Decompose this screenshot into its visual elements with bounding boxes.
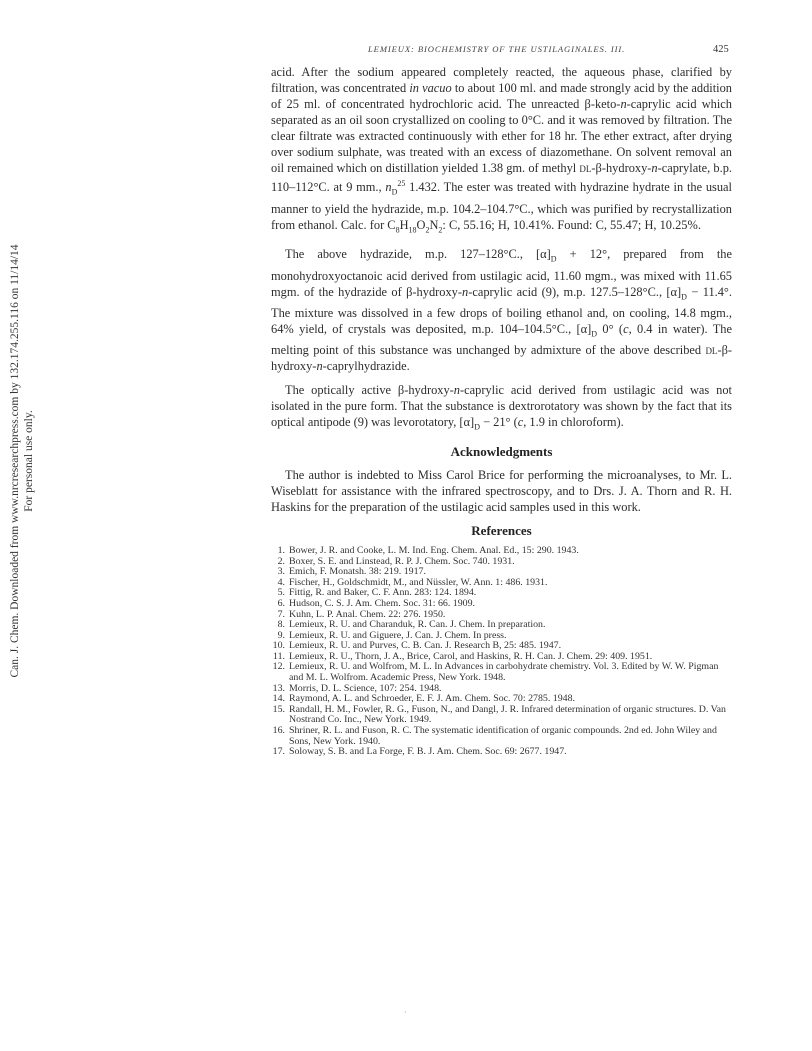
reference-item: 13. Morris, D. L. Science, 107: 254. 1948. [272,682,442,694]
page-mark: · [404,1008,407,1017]
references-heading: References [471,522,532,538]
reference-item: 8. Lemieux, R. U. and Charanduk, R. Can. J. Chem. In preparation. [277,619,546,631]
paragraph-1: acid. After the sodium appeared completely reacted, the aqueous phase, clarified by filtration, was concentrated in vacuo to about 100 ml. and made strongly acid by the addition of 25 ml. of concentrated hydrochloric acid. The unreacted β-keto-n-caprylic acid which separated as an oil soon crystallized on cooling to 0°C. and it was removed by filtration. The clear filtrate was extracted continuously with ether for 18 hr. The ether extract, after drying over sodium sulphate, was treated with an excess of diazomethane. On solvent removal an oil remained which on distillation yielded 1.38 gm. of methyl dl-β-hydroxy-n-caprylate, b.p. 110–112°C. at 9 mm., $n_D^{25}$ 1.432. The ester was treated with hydrazine hydrate in the usual manner to yield the hydrazide, m.p. 104.2–104.7°C., which was purified by recrystallization from ethanol. Calc. for $C_8H_{18}O_2N_2$: C, 55.16; H, 10.41%. Found: C, 55.47; H, 10.25%. [271,65,733,235]
reference-item: 11. Lemieux, R. U., Thorn, J. A., Brice, Carol, and Haskins, R. H. Can. J. Chem. 29: 409. 1951. [273,650,653,662]
reference-item: 6. Hudson, C. S. J. Am. Chem. Soc. 31: 66. 1909. [277,597,475,609]
reference-item: 17. Soloway, S. B. and La Forge, F. B. J. Am. Chem. Soc. 69: 2677. 1947. [272,746,567,758]
reference-item: 5. Fittig, R. and Baker, C. F. Ann. 283: 124. 1894. [277,587,477,599]
reference-item: 10. Lemieux, R. U. and Purves, C. B. Can. J. Research B, 25: 485. 1947. [272,640,562,652]
reference-item: 14. Raymond, A. L. and Schroeder, E. F. J. Am. Chem. Soc. 70: 2785. 1948. [272,693,575,705]
reference-item: 4. Fischer, H., Goldschmidt, M., and Nüssler, W. Ann. 1: 486. 1931. [277,576,548,588]
page-number: 425 [713,44,729,55]
acknowledgments-heading: Acknowledgments [450,443,553,459]
reference-item: 15. Randall, H. M., Fowler, R. G., Fuson, N., and Dangl, J. R. Infrared determination of organic structures. D. Van Nostrand Co. Inc., New York. 1949. [272,703,726,726]
acknowledgments-text: The author is indebted to Miss Carol Brice for performing the microanalyses, to Mr. L. Wiseblatt for assistance with the infrared spectroscopy, and to Drs. J. A. Thorn and R. H. Haskins for the preparation of the ustilagic acid samples used in this work. [271,467,732,514]
running-head: LEMIEUX: BIOCHEMISTRY OF THE USTILAGINALES. III. [368,44,626,54]
watermark-line-2: For personal use only. [23,410,35,512]
paragraph-2: The above hydrazide, m.p. 127–128°C., $[\alpha]_D + 12^\circ$, prepared from the monohydroxyoctanoic acid derived from ustilagic acid, 11.60 mgm., was mixed with 11.65 mgm. of the hydrazide of β-hydroxy-n-caprylic acid (9), m.p. 127.5–128°C., $[\alpha]_D - 11.4^\circ$. The mixture was dissolved in a few drops of boiling ethanol and, on cooling, 14.8 mgm., 64% yield, of crystals was deposited, m.p. 104–104.5°C., $[\alpha]_D$ 0° (c, 0.4 in water). The melting point of this substance was unchanged by admixture of the above described dl-β-hydroxy-n-caprylhydrazide. [271,247,733,374]
article-body [271,64,732,758]
reference-item: 3. Emich, F. Monatsh. 38: 219. 1917. [277,566,426,578]
download-watermark [2,244,42,678]
reference-item: 1. Bower, J. R. and Cooke, L. M. Ind. Eng. Chem. Anal. Ed., 15: 290. 1943. [277,544,579,556]
reference-item: 16. Shriner, R. L. and Fuson, R. C. The systematic identification of organic compounds. 2nd ed. John Wiley and Sons, New York. 1940. [272,725,717,747]
reference-item: 12. Lemieux, R. U. and Wolfrom, M. L. In Advances in carbohydrate chemistry. Vol. 3. Edited by W. W. Pigman and M. L. Wolfrom. Academic Press, New York. 1948. [272,661,719,684]
reference-item: 9. Lemieux, R. U. and Giguere, J. Can. J. Chem. In press. [277,629,507,641]
reference-item: 2. Boxer, S. E. and Linstead, R. P. J. Chem. Soc. 740. 1931. [277,555,515,567]
paragraph-3: The optically active β-hydroxy-n-caprylic acid derived from ustilagic acid was not isolated in the pure form. That the substance is dextrorotatory was shown by the fact that its optical antipode (9) was levorotatory, $[\alpha]_D - 21^\circ$ (c, 1.9 in chloroform). [271,383,732,432]
watermark-line-1: Can. J. Chem. Downloaded from www.nrcresearchpress.com by 132.174.255.116 on 11/14/14 [9,244,21,678]
reference-item: 7. Kuhn, L. P. Anal. Chem. 22: 276. 1950. [277,608,446,620]
reference-list [271,546,732,758]
